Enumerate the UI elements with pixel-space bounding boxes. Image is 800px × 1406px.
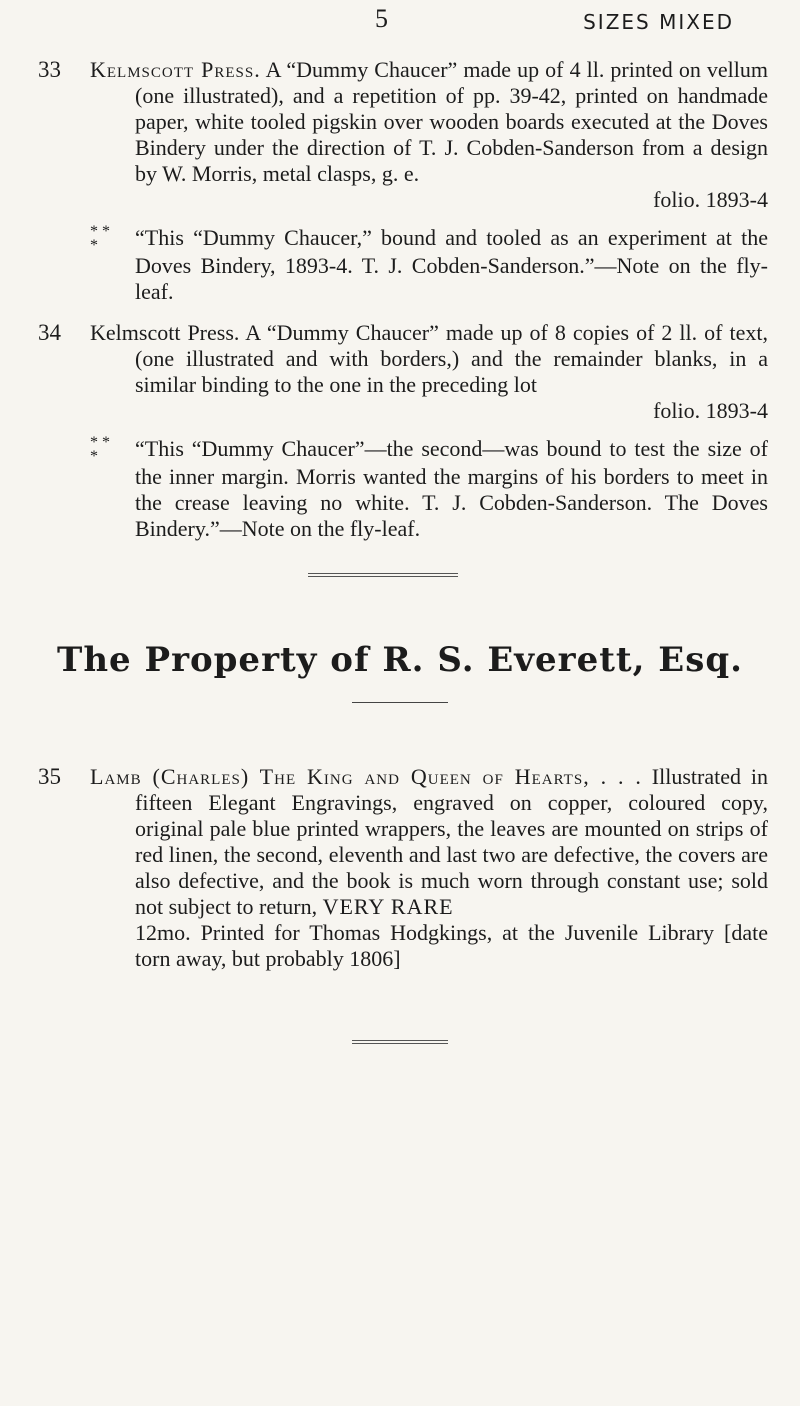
lot-heading: Kelmscott Press. [90, 320, 240, 345]
lot-number: 33 [38, 57, 61, 82]
lot-heading: Kelmscott Press. [90, 57, 261, 82]
divider [352, 1043, 448, 1044]
lot-33 [38, 57, 768, 305]
lot-35 [38, 764, 768, 972]
asterism-icon: * * * [90, 434, 110, 465]
divider [308, 573, 458, 574]
lot-format: 12mo. Printed for Thomas Hodgkings, at the Juvenile Library [date torn away, but probably 1806] [135, 920, 768, 971]
lot-34 [38, 320, 768, 542]
divider [352, 1040, 448, 1041]
lot-note: “This “Dummy Chaucer,” bound and tooled as an experiment at the Doves Bindery, 1893-4. T. J. Cobden-Sanderson.”—Note on the fly-leaf. [135, 225, 768, 304]
rarity-note: VERY RARE [322, 894, 454, 919]
lot-description: A “Dummy Chaucer” made up of 8 copies of 2 ll. of text, (one illustrated and with borders,) and the remainder blanks, in a similar binding to the one in the preceding lot [135, 320, 768, 397]
divider [308, 576, 458, 577]
running-head: SIZES MIXED [583, 10, 734, 34]
lot-number: 35 [38, 764, 61, 789]
page-number: 5 [375, 4, 388, 33]
lot-format: folio. 1893-4 [653, 398, 768, 423]
lot-description: A “Dummy Chaucer” made up of 4 ll. printed on vellum (one illustrated), and a repetition of pp. 39-42, printed on handmade paper, white tooled pigskin over wooden boards executed at the Doves Bindery under the direction of T. J. Cobden-Sanderson from a design by W. Morris, metal clasps, g. e. [135, 57, 768, 186]
divider [352, 702, 448, 703]
lot-description: Illustrated in fifteen Elegant Engravings, engraved on copper, coloured copy, original pale blue printed wrappers, the leaves are mounted on strips of red linen, the second, eleventh and last two are defective, the covers are also defective, and the book is much worn through constant use; sold not subject to return, [135, 764, 768, 919]
lot-note: “This “Dummy Chaucer”—the second—was bound to test the size of the inner margin. Morris wanted the margins of his borders to meet in the crease leaving no white. T. J. Cobden-Sanderson. The Doves Bindery.”—Note on the fly-leaf. [135, 436, 768, 541]
lot-number: 34 [38, 320, 61, 345]
asterism-icon: * * * [90, 223, 110, 254]
lot-format: folio. 1893-4 [653, 187, 768, 212]
lot-heading: Lamb (Charles) The King and Queen of Hearts, . . . [90, 764, 642, 789]
section-heading: The Property of R. S. Everett, Esq. [57, 640, 743, 680]
